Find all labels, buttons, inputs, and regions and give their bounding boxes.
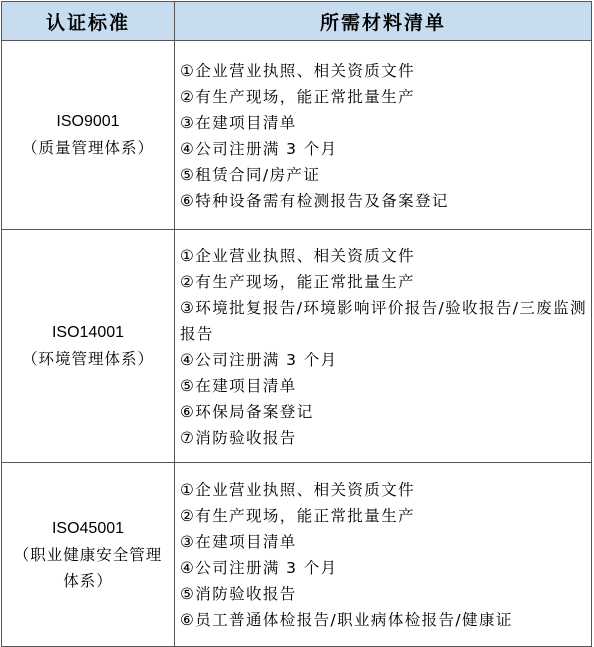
header-materials: 所需材料清单 bbox=[175, 2, 592, 41]
table-row-iso14001 bbox=[2, 230, 592, 463]
standard-code: ISO9001 bbox=[56, 113, 120, 130]
header-standard: 认证标准 bbox=[2, 2, 175, 41]
standard-code: ISO45001 bbox=[51, 519, 125, 537]
material-item: ①企业营业执照、相关资质文件 bbox=[180, 481, 415, 499]
material-item: ⑦消防验收报告 bbox=[180, 428, 297, 447]
materials-cell bbox=[175, 230, 592, 463]
material-item: ②有生产现场，能正常批量生产 bbox=[180, 507, 415, 525]
material-item: ④公司注册满 3 个月 bbox=[180, 559, 338, 577]
material-item: ⑥环保局备案登记 bbox=[180, 402, 314, 421]
material-item: ⑥员工普通体检报告/职业病体检报告/健康证 bbox=[180, 611, 513, 629]
material-item: ②有生产现场，能正常批量生产 bbox=[180, 87, 415, 106]
standard-name: （环境管理体系） bbox=[21, 350, 154, 368]
material-item: ⑤租赁合同/房产证 bbox=[180, 165, 321, 184]
certification-table-wrapper bbox=[1, 1, 591, 647]
material-item: ⑤消防验收报告 bbox=[180, 585, 297, 603]
standard-cell bbox=[2, 463, 175, 647]
table-row-iso9001 bbox=[2, 41, 592, 230]
standard-cell bbox=[2, 230, 175, 463]
table-row-iso45001 bbox=[2, 463, 592, 647]
material-item: ⑤在建项目清单 bbox=[180, 376, 297, 395]
material-item: ②有生产现场，能正常批量生产 bbox=[180, 272, 415, 291]
material-item: ③在建项目清单 bbox=[180, 113, 297, 132]
material-item: ③在建项目清单 bbox=[180, 533, 297, 551]
standard-cell bbox=[2, 41, 175, 230]
material-item: ①企业营业执照、相关资质文件 bbox=[180, 246, 415, 265]
standard-code: ISO14001 bbox=[51, 324, 125, 341]
standard-name: （质量管理体系） bbox=[21, 139, 154, 157]
material-item: ④公司注册满 3 个月 bbox=[180, 350, 338, 369]
material-item: ③环境批复报告/环境影响评价报告/验收报告/三废监测报告 bbox=[180, 298, 587, 343]
certification-requirements-table bbox=[1, 1, 592, 647]
standard-name: （职业健康安全管理体系） bbox=[13, 545, 163, 590]
material-item: ①企业营业执照、相关资质文件 bbox=[180, 61, 415, 80]
table-header-row bbox=[2, 2, 592, 41]
materials-cell bbox=[175, 463, 592, 647]
material-item: ④公司注册满 3 个月 bbox=[180, 139, 338, 158]
materials-cell bbox=[175, 41, 592, 230]
material-item: ⑥特种设备需有检测报告及备案登记 bbox=[180, 191, 449, 210]
